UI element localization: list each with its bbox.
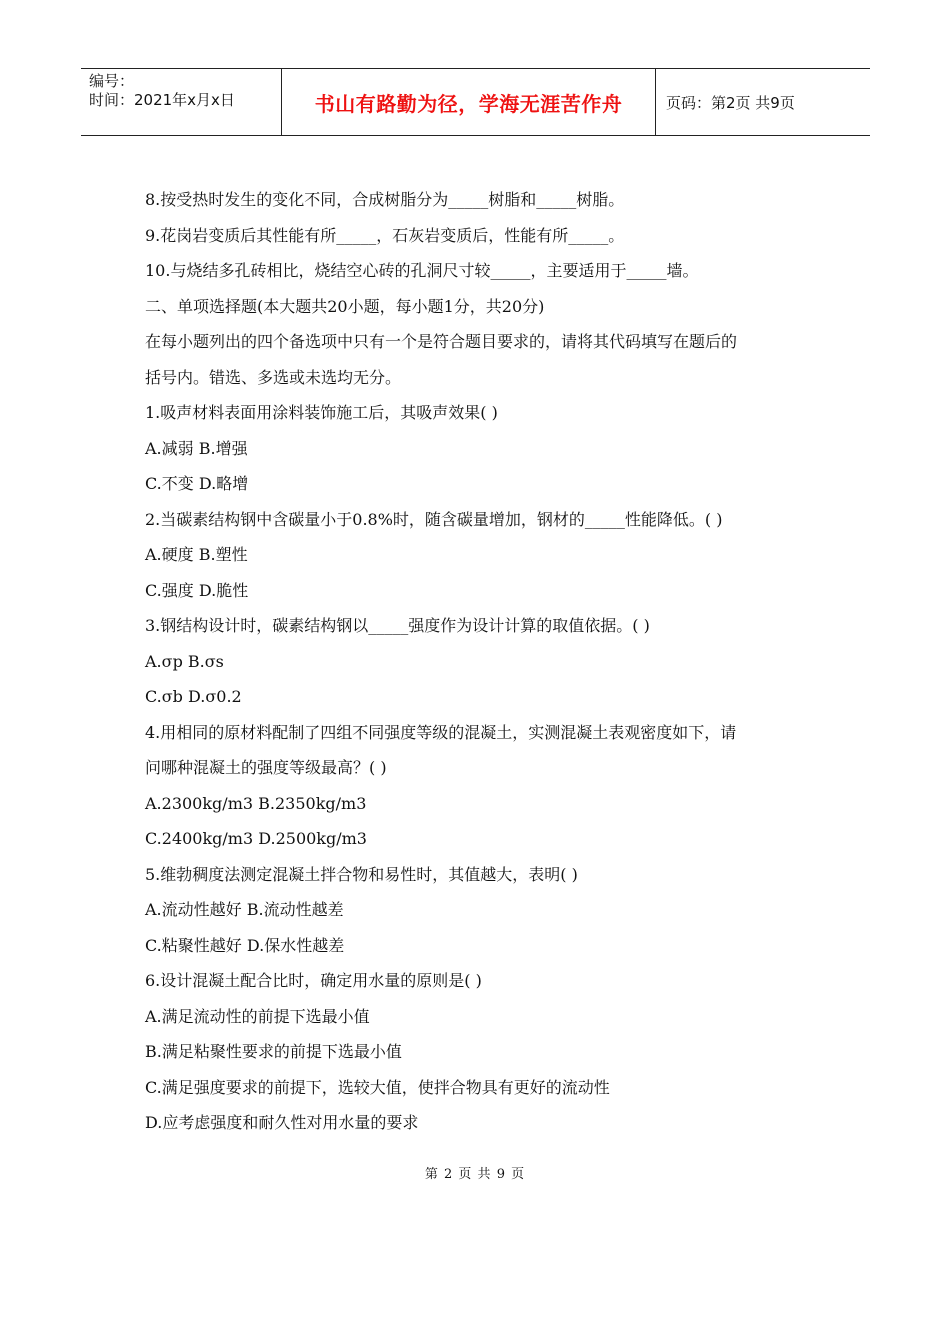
header-motto: 书山有路勤为径，学海无涯苦作舟 [314, 92, 623, 116]
section-heading: 二、单项选择题(本大题共20小题，每小题1分，共20分) [145, 296, 545, 316]
section-instruction: 在每小题列出的四个备选项中只有一个是符合题目要求的，请将其代码填写在题后的 [145, 332, 738, 351]
option-line: A.流动性越好 B.流动性越差 [145, 900, 344, 919]
section-instruction: 括号内。错选、多选或未选均无分。 [145, 367, 402, 387]
option-line: A.减弱 B.增强 [145, 438, 248, 458]
option-line: C.粘聚性越好 D.保水性越差 [145, 935, 345, 955]
question-line: 1.吸声材料表面用涂料装饰施工后，其吸声效果( ) [145, 403, 498, 422]
page-header [81, 68, 870, 136]
option-line: A.硬度 B.塑性 [145, 545, 248, 564]
option-line: C.2400kg/m3 D.2500kg/m3 [145, 829, 367, 848]
page-footer: 第 2 页 共 9 页 [424, 1167, 526, 1182]
question-line: 4.用相同的原材料配制了四组不同强度等级的混凝土，实测混凝土表观密度如下，请 [145, 722, 737, 742]
option-line: C.不变 D.略增 [145, 474, 249, 493]
header-info-cell [81, 69, 282, 135]
option-line: A.满足流动性的前提下选最小值 [145, 1006, 370, 1026]
question-line: 问哪种混凝土的强度等级最高？( ) [145, 758, 387, 777]
question-line: 9.花岗岩变质后其性能有所_____，石灰岩变质后，性能有所_____。 [145, 225, 625, 245]
header-page-code: 页码：第2页 共9页 [666, 94, 795, 112]
option-line: A.σp B.σs [145, 651, 224, 671]
header-page-cell [656, 69, 870, 135]
question-line: 3.钢结构设计时，碳素结构钢以_____强度作为设计计算的取值依据。( ) [145, 616, 650, 635]
question-line: 8.按受热时发生的变化不同，合成树脂分为_____树脂和_____树脂。 [145, 190, 625, 209]
option-line: B.满足粘聚性要求的前提下选最小值 [145, 1042, 402, 1061]
option-line: C.强度 D.脆性 [145, 580, 249, 600]
question-line: 2.当碳素结构钢中含碳量小于0.8%时，随含碳量增加，钢材的_____性能降低。( ) [145, 509, 723, 529]
option-line: C.满足强度要求的前提下，选较大值，使拌合物具有更好的流动性 [145, 1077, 610, 1097]
option-line: D.应考虑强度和耐久性对用水量的要求 [145, 1113, 419, 1132]
question-line: 10.与烧结多孔砖相比，烧结空心砖的孔洞尺寸较_____，主要适用于_____墙。 [145, 261, 699, 280]
option-line: A.2300kg/m3 B.2350kg/m3 [145, 793, 367, 813]
document-body [145, 182, 825, 1141]
doc-number-label: 编号： [89, 72, 135, 90]
option-line: C.σb D.σ0.2 [145, 687, 242, 706]
doc-time-label: 时间：2021年x月x日 [89, 91, 235, 109]
question-line: 5.维勃稠度法测定混凝土拌合物和易性时，其值越大，表明( ) [145, 864, 578, 884]
header-motto-cell [282, 69, 656, 135]
question-line: 6.设计混凝土配合比时，确定用水量的原则是( ) [145, 971, 482, 990]
